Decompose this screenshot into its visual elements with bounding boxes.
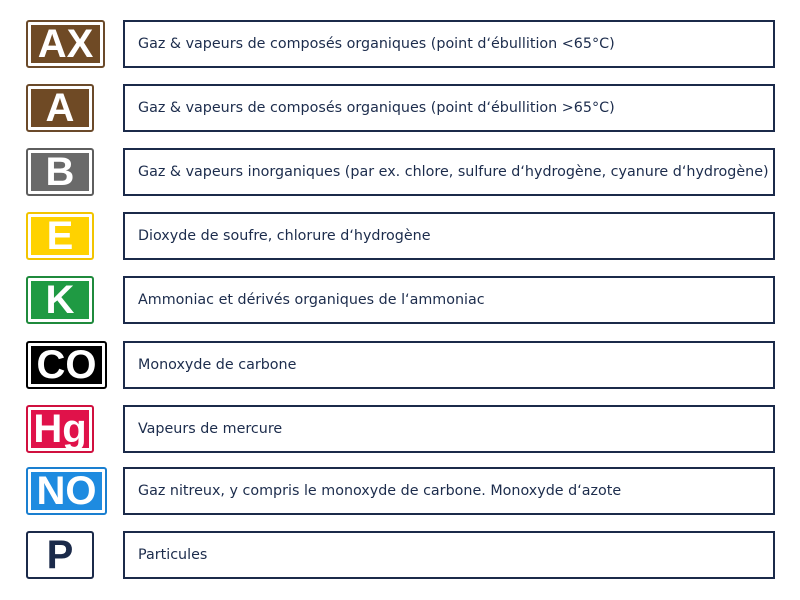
- filter-badge-no: [26, 467, 107, 515]
- filter-badge-a: [26, 84, 94, 132]
- filter-code-a: A: [31, 89, 89, 127]
- filter-description-e: Dioxyde de soufre, chlorure d‘hydrogène: [123, 212, 775, 260]
- filter-code-k: K: [31, 281, 89, 319]
- filter-code-b: B: [31, 153, 89, 191]
- filter-description-b: Gaz & vapeurs inorganiques (par ex. chlore, sulfure d‘hydrogène, cyanure d‘hydrogène): [123, 148, 775, 196]
- filter-badge-b: [26, 148, 94, 196]
- filter-code-p: P: [31, 536, 89, 574]
- filter-description-k: Ammoniac et dérivés organiques de l‘ammoniac: [123, 276, 775, 324]
- filter-code-e: E: [31, 217, 89, 255]
- filter-badge-p: [26, 531, 94, 579]
- filter-badge-e: [26, 212, 94, 260]
- filter-badge-hg: [26, 405, 94, 453]
- filter-description-a: Gaz & vapeurs de composés organiques (point d‘ébullition >65°C): [123, 84, 775, 132]
- filter-badge-co: [26, 341, 107, 389]
- filter-description-hg: Vapeurs de mercure: [123, 405, 775, 453]
- filter-code-co: CO: [31, 346, 102, 384]
- filter-description-co: Monoxyde de carbone: [123, 341, 775, 389]
- filter-description-no: Gaz nitreux, y compris le monoxyde de carbone. Monoxyde d‘azote: [123, 467, 775, 515]
- filter-description-ax: Gaz & vapeurs de composés organiques (point d‘ébullition <65°C): [123, 20, 775, 68]
- filter-code-hg: Hg: [31, 410, 89, 448]
- filter-badge-ax: [26, 20, 105, 68]
- filter-code-ax: AX: [31, 25, 100, 63]
- filter-badge-k: [26, 276, 94, 324]
- filter-code-no: NO: [31, 472, 102, 510]
- filter-description-p: Particules: [123, 531, 775, 579]
